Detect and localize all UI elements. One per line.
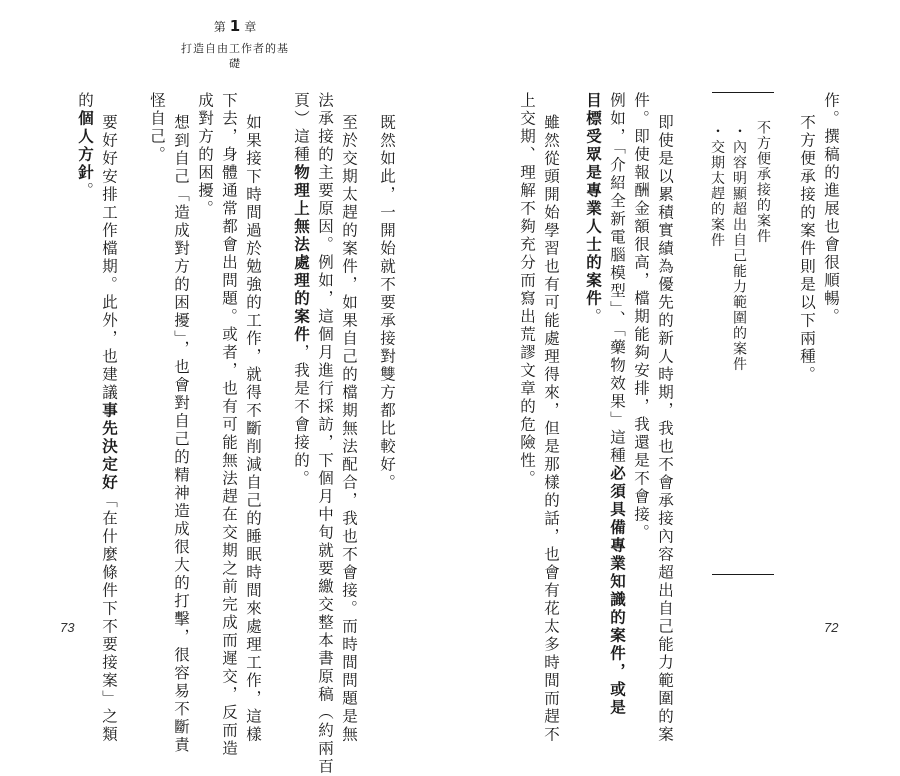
emphasis: 個人方針 (76, 110, 95, 182)
text-column: 即使是以累積實績為優先的新人時期，我也不會承接內容超出自己能力範圍的案 (656, 114, 674, 744)
text-column: 雖然從頭開始學習也有可能處理得來，但是那樣的話，也會有花太多時間而趕不 (542, 114, 560, 744)
text-column: 的個人方針。 (76, 92, 95, 200)
text-column: 想到自己「造成對方的困擾」，也會對自己的精神造成很大的打擊，很容易不斷責 (172, 114, 190, 755)
text-column: 成對方的困擾。 (196, 92, 214, 218)
text-column: 頁）這種物理上無法處理的案件，我是不會接的。 (292, 92, 311, 488)
text-column: 既然如此，一開始就不要承接對雙方都比較好。 (378, 114, 396, 492)
text-column: 至於交期太趕的案件，如果自己的檔期無法配合，我也不會接。而時間問題是無 (340, 114, 358, 744)
box-item: ・交期太趕的案件 (709, 124, 725, 248)
box-item: ・內容明顯超出自己能力範圍的案件 (731, 124, 747, 372)
text-column: 下去，身體通常都會出問題。或者，也有可能無法趕在交期之前完成而遲交，反而造 (220, 92, 238, 758)
box-top-rule (712, 92, 774, 93)
chapter-number: 1 (229, 17, 241, 35)
text-column: 如果接下時間過於勉強的工作，就得不斷削減自己的睡眠時間來處理工作，這樣 (244, 114, 262, 744)
emphasis: 必須具備專業知識的案件，或是 (608, 464, 627, 717)
text-column: 上交期、理解不夠充分而寫出荒謬文章的危險性。 (518, 92, 536, 488)
page-number-left: 73 (60, 620, 75, 635)
text-column: 不方便承接的案件則是以下兩種。 (798, 114, 816, 384)
page-number-right: 72 (824, 620, 839, 635)
text-column: 怪自己。 (148, 92, 166, 164)
box-bottom-rule (712, 574, 774, 575)
chapter-header (180, 18, 290, 71)
emphasis: 目標受眾是專業人士的案件 (584, 92, 603, 308)
emphasis: 事先決定好 (100, 402, 119, 492)
text-column: 法承接的主要原因。例如，這個月進行採訪，下個月中旬就要繳交整本書原稿（約兩百 (316, 92, 334, 776)
text-column: 要好好安排工作檔期。此外，也建議事先決定好「在什麼條件下不要接案」之類 (100, 114, 119, 744)
chapter-title: 打造自由工作者的基礎 (181, 42, 289, 70)
text-column: 目標受眾是專業人士的案件。 (584, 92, 603, 326)
emphasis: 物理上無法處理的案件 (292, 164, 311, 344)
chapter-label: 第 1 章 (213, 17, 257, 35)
text-column: 例如，「介紹全新電腦模型」、「藥物效果」這種必須具備專業知識的案件，或是 (608, 92, 627, 717)
text-column: 件。即使報酬金額很高，檔期能夠安排，我還是不會接。 (632, 92, 650, 542)
box-heading: 不方便承接的案件 (755, 120, 771, 244)
text-column: 作。撰稿的進展也會很順暢。 (822, 92, 840, 326)
